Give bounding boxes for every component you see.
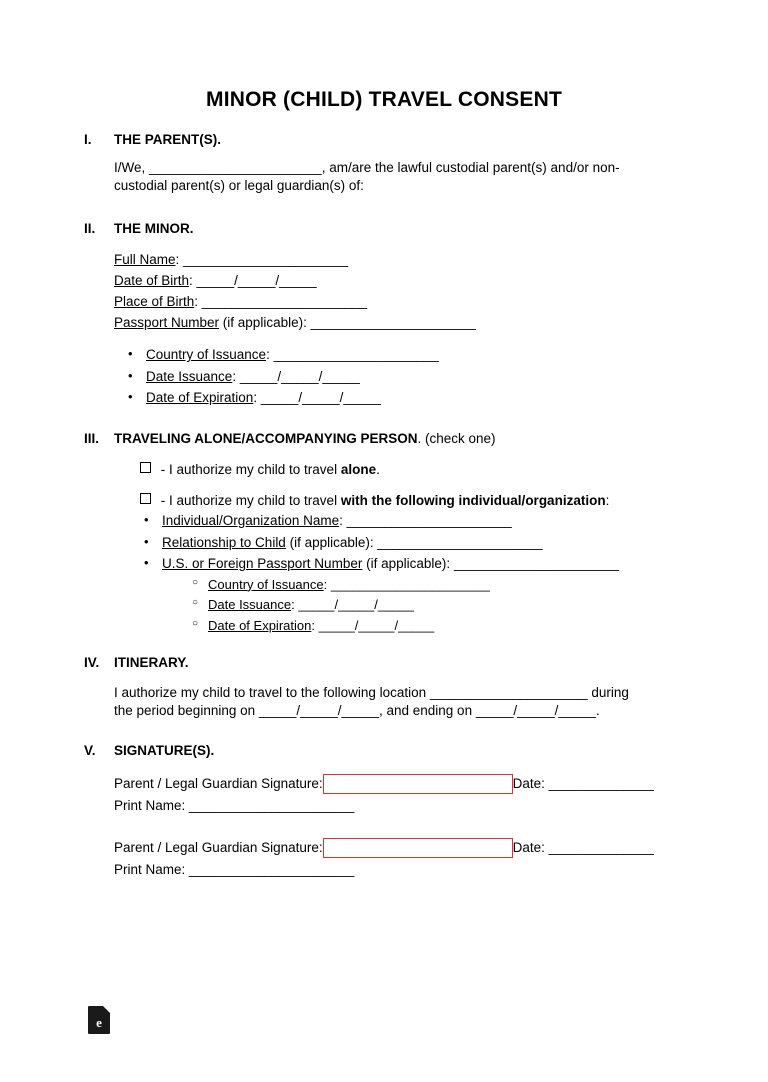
section-number-3: III.: [84, 430, 100, 446]
print-name-row-2: Print Name: ______________________: [114, 862, 355, 878]
signature-label-2: Parent / Legal Guardian Signature:: [114, 840, 323, 856]
signature-date-label-2: Date: ______________: [512, 840, 654, 856]
section-number-4: IV.: [84, 655, 100, 671]
bullet-date-of-expiration-line: : _____/_____/_____: [253, 390, 381, 406]
option-travel-with-pre: - I authorize my child to travel: [157, 492, 341, 508]
sub-bullet-date-issuance-line: : _____/_____/_____: [291, 597, 415, 613]
bullet-date-of-expiration: [146, 387, 708, 409]
page-title: MINOR (CHILD) TRAVEL CONSENT: [206, 88, 562, 111]
itinerary-body-line1: I authorize my child to travel to the following location _____________________ during: [114, 685, 629, 701]
print-name-row-1: Print Name: ______________________: [114, 797, 355, 813]
section-heading-traveling-suffix: . (check one): [417, 430, 496, 446]
field-date-of-birth-label: Date of Birth: [114, 273, 190, 289]
logo-letter: e: [96, 1015, 102, 1030]
parents-body-line1: I/We, _______________________, am/are the lawful custodial parent(s) and/or non-: [114, 160, 620, 175]
field-date-of-birth: [114, 271, 708, 292]
bullet-country-of-issuance-label: Country of Issuance: [146, 347, 267, 363]
sub-bullet-country-of-issuance-label: Country of Issuance: [208, 576, 324, 592]
section-number-5: V.: [84, 742, 96, 758]
section-traveling: [0, 431, 768, 637]
signature-block-1: [114, 774, 708, 817]
field-full-name-line: : ______________________: [175, 252, 349, 268]
bullet-relationship-to-child-line: (if applicable): ______________________: [285, 534, 543, 550]
field-place-of-birth: [114, 292, 708, 313]
bullet-date-issuance: [146, 366, 708, 388]
field-passport-number-label: Passport Number: [114, 315, 220, 331]
sub-bullet-date-of-expiration-label: Date of Expiration: [208, 618, 312, 634]
section-heading-itinerary: ITINERARY.: [114, 655, 189, 671]
itinerary-body: [114, 684, 708, 720]
sub-bullet-country-of-issuance: [208, 575, 708, 596]
bullet-organization-name-label: Individual/Organization Name: [162, 512, 340, 528]
section-parents: [0, 132, 768, 195]
field-place-of-birth-line: : ______________________: [194, 294, 367, 310]
signature-input-1[interactable]: [323, 774, 513, 794]
bullet-organization-name-line: : ______________________: [339, 512, 512, 528]
checkbox-travel-with-icon[interactable]: [140, 493, 151, 504]
signature-date-label-1: Date: ______________: [512, 775, 654, 791]
bullet-foreign-passport-number-label: U.S. or Foreign Passport Number: [162, 556, 363, 572]
bullet-relationship-to-child: [162, 532, 708, 554]
option-travel-alone-post: .: [376, 461, 380, 477]
bullet-foreign-passport-number: [162, 553, 708, 637]
bullet-country-of-issuance: [146, 344, 708, 366]
itinerary-body-line2: the period beginning on _____/_____/_____, and ending on _____/_____/_____.: [114, 703, 600, 719]
option-travel-with-post: :: [605, 492, 610, 508]
section-itinerary: [0, 655, 768, 720]
checkbox-travel-alone-icon[interactable]: [140, 462, 151, 473]
parents-body-line2: custodial parent(s) or legal guardian(s) of:: [114, 178, 364, 194]
signature-label-1: Parent / Legal Guardian Signature:: [114, 775, 323, 791]
option-travel-with[interactable]: [140, 493, 708, 508]
sub-bullet-country-of-issuance-line: : ______________________: [323, 576, 490, 592]
bullet-foreign-passport-number-line: (if applicable): ______________________: [362, 556, 620, 572]
bullet-date-issuance-line: : _____/_____/_____: [232, 368, 360, 384]
option-travel-alone[interactable]: [140, 462, 708, 477]
option-travel-alone-emphasis: alone: [340, 461, 377, 477]
eforms-logo-icon: [88, 1006, 110, 1034]
sub-bullet-date-of-expiration: [208, 616, 708, 637]
signature-row-2: [114, 838, 708, 858]
signature-input-2[interactable]: [323, 838, 513, 858]
field-place-of-birth-label: Place of Birth: [114, 294, 195, 310]
field-passport-number: [114, 313, 708, 334]
section-heading-signatures: SIGNATURE(S).: [114, 742, 215, 758]
section-heading-minor: THE MINOR.: [114, 221, 194, 237]
minor-fields: [114, 250, 708, 334]
bullet-country-of-issuance-line: : ______________________: [266, 347, 439, 363]
section-number-1: I.: [84, 132, 92, 147]
section-signatures: [0, 743, 768, 881]
option-travel-with-emphasis: with the following individual/organization: [340, 492, 606, 508]
logo-document-shape: [88, 1006, 110, 1034]
bullet-organization-name: [162, 510, 708, 532]
section-minor: [0, 221, 768, 408]
signature-row-1: [114, 774, 708, 794]
companion-passport-sub-bullets: [162, 575, 708, 637]
section-heading-parents: THE PARENT(S).: [114, 132, 221, 147]
field-date-of-birth-line: : _____/_____/_____: [189, 273, 317, 289]
bullet-date-issuance-label: Date Issuance: [146, 368, 233, 384]
field-full-name-label: Full Name: [114, 252, 176, 268]
sub-bullet-date-issuance-label: Date Issuance: [208, 597, 292, 613]
bullet-date-of-expiration-label: Date of Expiration: [146, 390, 254, 406]
minor-passport-bullets: [84, 344, 708, 409]
sub-bullet-date-of-expiration-line: : _____/_____/_____: [311, 618, 435, 634]
section-heading-traveling-text: TRAVELING ALONE/ACCOMPANYING PERSON: [114, 430, 418, 446]
section-heading-traveling: [114, 431, 708, 446]
signature-block-2: [114, 838, 708, 881]
field-full-name: [114, 250, 708, 271]
traveling-companion-bullets: [84, 510, 708, 637]
sub-bullet-date-issuance: [208, 595, 708, 616]
option-travel-alone-pre: - I authorize my child to travel: [157, 461, 341, 477]
section-number-2: II.: [84, 221, 96, 237]
parents-body: [114, 159, 708, 195]
document-page: [0, 88, 768, 1082]
field-passport-number-line: (if applicable): ______________________: [219, 315, 476, 331]
bullet-relationship-to-child-label: Relationship to Child: [162, 534, 286, 550]
